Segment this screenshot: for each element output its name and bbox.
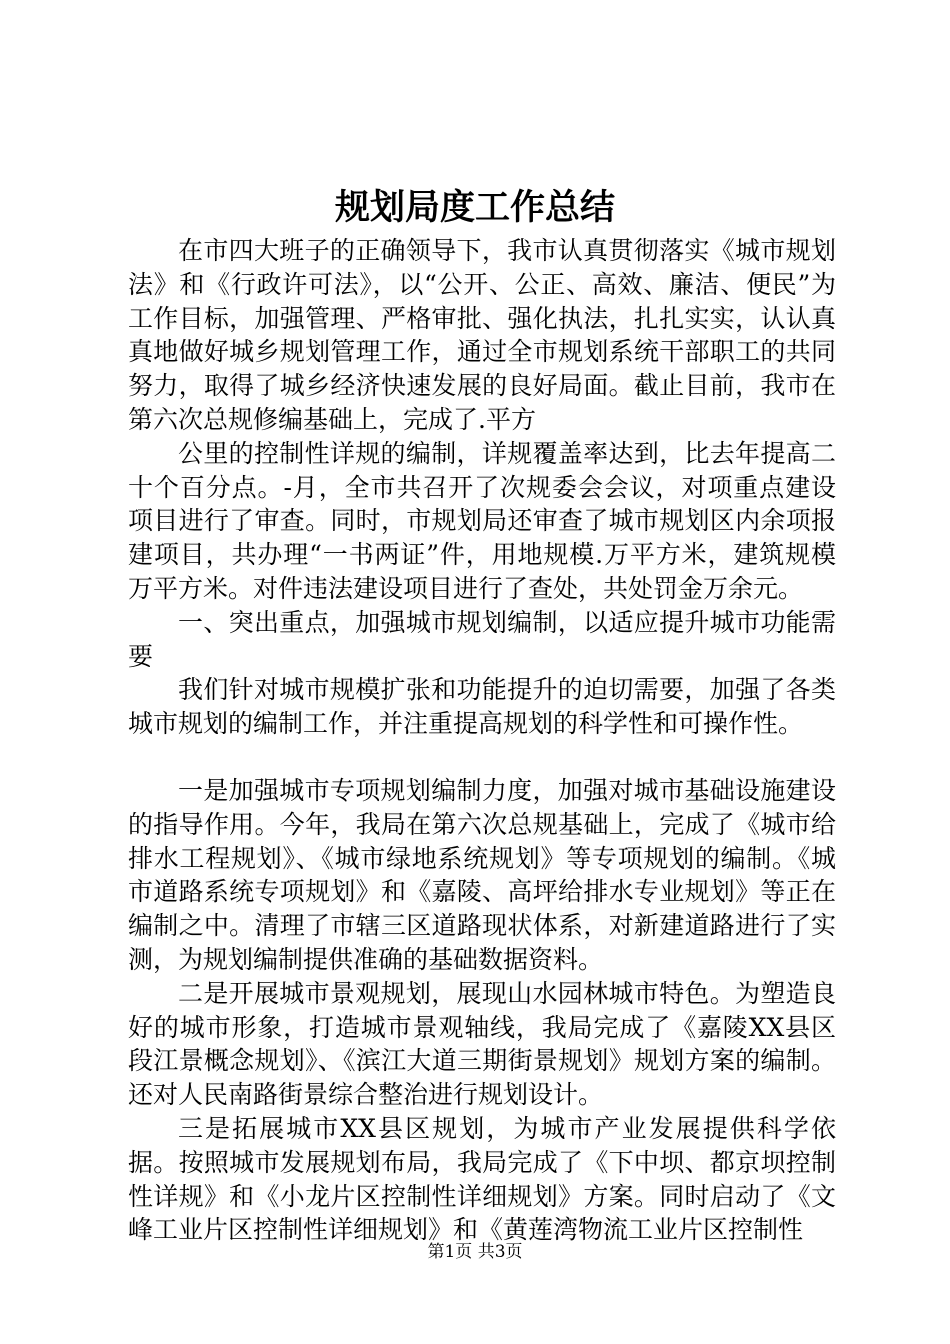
document-title: 规划局度工作总结 [334, 187, 615, 228]
paragraph: 公里的控制性详规的编制，详规覆盖率达到，比去年提高二十个百分点。-月，全市共召开了次规委会会议，对项重点建设项目进行了审查。同时，市规划局还审查了城市规划区内余项报建项目，共办理“一书两证”件，用地规模.万平方米，建筑规模万平方米。对件违法建设项目进行了查处，共处罚金万余元。 [128, 438, 836, 603]
paragraph: 一是加强城市专项规划编制力度，加强对城市基础设施建设的指导作用。今年，我局在第六次总规基础上，完成了《城市给排水工程规划》、《城市绿地系统规划》等专项规划的编制。《城市道路系统专项规划》和《嘉陵、高坪给排水专业规划》等正在编制之中。清理了市辖三区道路现状体系，对新建道路进行了实测，为规划编制提供准确的基础数据资料。 [128, 775, 836, 974]
paragraph: 在市四大班子的正确领导下，我市认真贯彻落实《城市规划法》和《行政许可法》，以“公开、公正、高效、廉洁、便民”为工作目标，加强管理、严格审批、强化执法，扎扎实实，认认真真地做好城乡规划管理工作，通过全市规划系统干部职工的共同努力，取得了城乡经济快速发展的良好局面。截止目前，我市在第六次总规修编基础上，完成了.平方 [128, 236, 836, 434]
paragraph: 二是开展城市景观规划，展现山水园林城市特色。为塑造良好的城市形象，打造城市景观轴线，我局完成了《嘉陵XX县区段江景概念规划》、《滨江大道三期街景规划》规划方案的编制。还对人民南路街景综合整治进行规划设计。 [128, 978, 836, 1110]
paragraph: 我们针对城市规模扩张和功能提升的迫切需要，加强了各类城市规划的编制工作，并注重提高规划的科学性和可操作性。 [128, 675, 836, 739]
section-heading: 一、突出重点，加强城市规划编制，以适应提升城市功能需要 [128, 607, 836, 671]
paragraph: 三是拓展城市XX县区规划，为城市产业发展提供科学依据。按照城市发展规划布局，我局完成了《下中坝、都京坝控制性详规》和《小龙片区控制性详细规划》方案。同时启动了《文峰工业片区控制性详细规划》和《黄莲湾物流工业片区控制性 [128, 1113, 836, 1245]
document-body [128, 234, 836, 1247]
page-footer: 第1页 共3页 [427, 1242, 523, 1262]
